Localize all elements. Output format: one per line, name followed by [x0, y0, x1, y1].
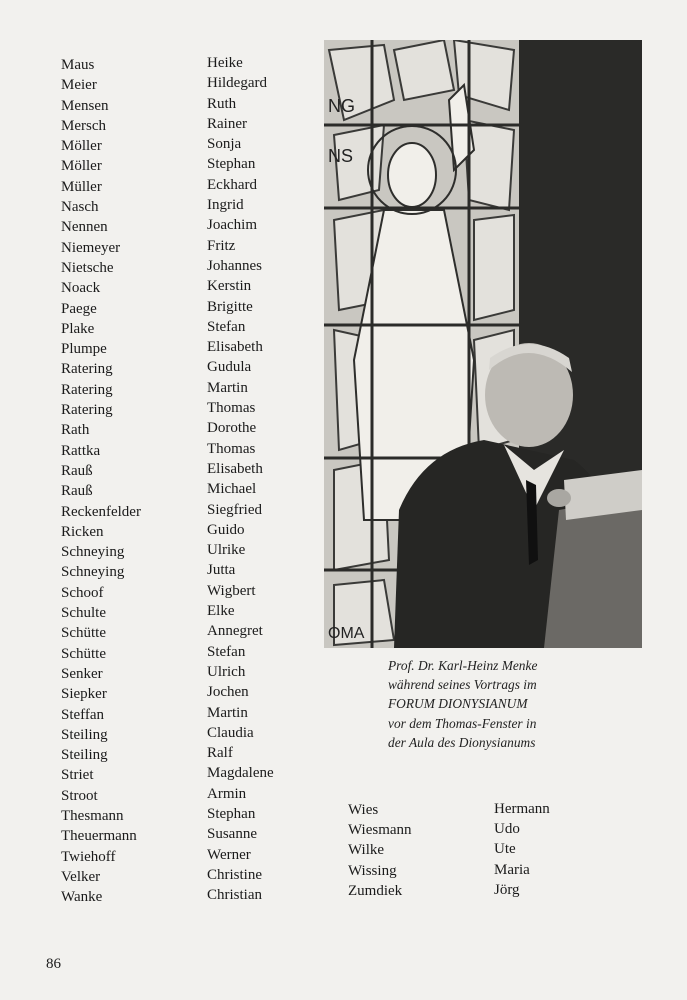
last-name: Rattka [61, 442, 101, 459]
first-name: Thomas [207, 440, 256, 457]
last-name: Rath [61, 422, 90, 439]
first-name: Jörg [494, 881, 520, 898]
first-name: Stefan [207, 643, 246, 660]
caption-line: der Aula des Dionysianums [388, 734, 536, 750]
first-name: Wigbert [207, 582, 256, 599]
svg-text:OMA: OMA [328, 625, 365, 642]
first-name: Rainer [207, 115, 247, 132]
last-name: Wanke [61, 889, 103, 906]
first-name: Ulrich [207, 663, 246, 680]
svg-text:NG: NG [328, 96, 355, 116]
first-name: Ingrid [207, 197, 244, 214]
last-name: Schulte [61, 605, 106, 622]
first-name: Ruth [207, 95, 237, 112]
last-name: Plake [61, 320, 95, 337]
first-name: Annegret [207, 623, 263, 640]
last-name: Noack [61, 280, 101, 297]
last-name: Ricken [61, 523, 104, 540]
last-name: Ratering [61, 381, 113, 398]
last-name: Stroot [61, 787, 98, 804]
last-name: Striet [61, 767, 94, 784]
last-name: Thesmann [61, 807, 124, 824]
first-name-column [207, 53, 274, 905]
first-name: Elisabeth [207, 339, 263, 356]
caption-line: während seines Vortrags im [388, 677, 537, 693]
last-name: Rauß [61, 462, 93, 479]
last-name: Wiesmann [348, 822, 412, 839]
first-name: Heike [207, 55, 243, 71]
photo-caption [388, 656, 588, 752]
last-name: Wilke [348, 842, 385, 859]
first-name: Joachim [207, 217, 257, 234]
first-name: Udo [494, 821, 520, 838]
last-name: Schoof [61, 584, 104, 601]
first-name: Kerstin [207, 278, 252, 295]
first-name: Siegfried [207, 501, 262, 518]
last-name: Twiehoff [61, 848, 116, 865]
first-name: Guido [207, 521, 245, 538]
first-name: Christine [207, 866, 262, 883]
last-name: Nennen [61, 219, 108, 236]
caption-line: vor dem Thomas-Fenster in [388, 715, 537, 731]
last-name: Möller [61, 158, 102, 175]
first-name: Werner [207, 846, 251, 863]
first-name: Eckhard [207, 176, 257, 193]
last-name: Theuermann [61, 828, 137, 845]
last-name: Müller [61, 178, 102, 195]
last-name: Schneying [61, 564, 125, 581]
last-name: Senker [61, 665, 103, 682]
first-name: Brigitte [207, 298, 253, 315]
first-name-column-continued [494, 799, 550, 900]
first-name: Ulrike [207, 542, 246, 559]
last-name: Mensen [61, 97, 109, 114]
first-name: Stephan [207, 805, 256, 822]
first-name: Gudula [207, 359, 252, 376]
last-name: Siepker [61, 686, 107, 703]
last-name: Velker [61, 868, 101, 885]
first-name: Michael [207, 481, 257, 498]
first-name: Armin [207, 785, 247, 802]
last-name-column [61, 55, 141, 907]
last-name: Niemeyer [61, 239, 121, 256]
first-name: Thomas [207, 400, 256, 417]
last-name: Steiling [61, 747, 108, 764]
first-name: Christian [207, 887, 262, 904]
last-name: Möller [61, 138, 102, 155]
caption-line: Prof. Dr. Karl-Heinz Menke [388, 658, 538, 673]
first-name: Dorothe [207, 420, 257, 437]
last-name-column-continued [348, 800, 412, 901]
last-name: Mersch [61, 117, 106, 134]
last-name: Paege [61, 300, 97, 317]
last-name: Nasch [61, 199, 99, 216]
first-name: Stefan [207, 318, 246, 335]
last-name: Reckenfelder [61, 503, 141, 520]
first-name: Jochen [207, 684, 249, 701]
first-name: Magdalene [207, 765, 274, 782]
last-name: Ratering [61, 402, 113, 419]
last-name: Wies [348, 802, 379, 818]
last-name: Meier [61, 77, 97, 94]
first-name: Hermann [494, 801, 550, 817]
last-name: Wissing [348, 862, 397, 879]
last-name: Ratering [61, 361, 113, 378]
first-name: Hildegard [207, 75, 267, 92]
first-name: Ute [494, 841, 516, 858]
first-name: Johannes [207, 257, 262, 274]
first-name: Martin [207, 379, 248, 396]
first-name: Martin [207, 704, 248, 721]
last-name: Schneying [61, 544, 125, 561]
last-name: Nietsche [61, 259, 114, 276]
photo-lecture-thomas-window [324, 40, 642, 648]
page-number: 86 [46, 956, 61, 972]
first-name: Maria [494, 861, 530, 878]
first-name: Claudia [207, 724, 254, 741]
first-name: Jutta [207, 562, 236, 579]
svg-text:NS: NS [328, 146, 354, 166]
last-name: Plumpe [61, 341, 107, 358]
first-name: Elke [207, 603, 235, 620]
last-name: Schütte [61, 645, 106, 662]
first-name: Fritz [207, 237, 236, 254]
last-name: Steffan [61, 706, 105, 723]
first-name: Sonja [207, 136, 242, 153]
last-name: Zumdiek [348, 882, 403, 899]
last-name: Rauß [61, 483, 93, 500]
last-name: Steiling [61, 726, 108, 743]
last-name: Schütte [61, 625, 106, 642]
first-name: Stephan [207, 156, 256, 173]
first-name: Ralf [207, 745, 233, 762]
last-name: Maus [61, 57, 95, 73]
first-name: Susanne [207, 826, 257, 843]
first-name: Elisabeth [207, 460, 263, 477]
caption-line: FORUM DIONYSIANUM [388, 696, 528, 712]
photo-illustration [324, 40, 642, 648]
